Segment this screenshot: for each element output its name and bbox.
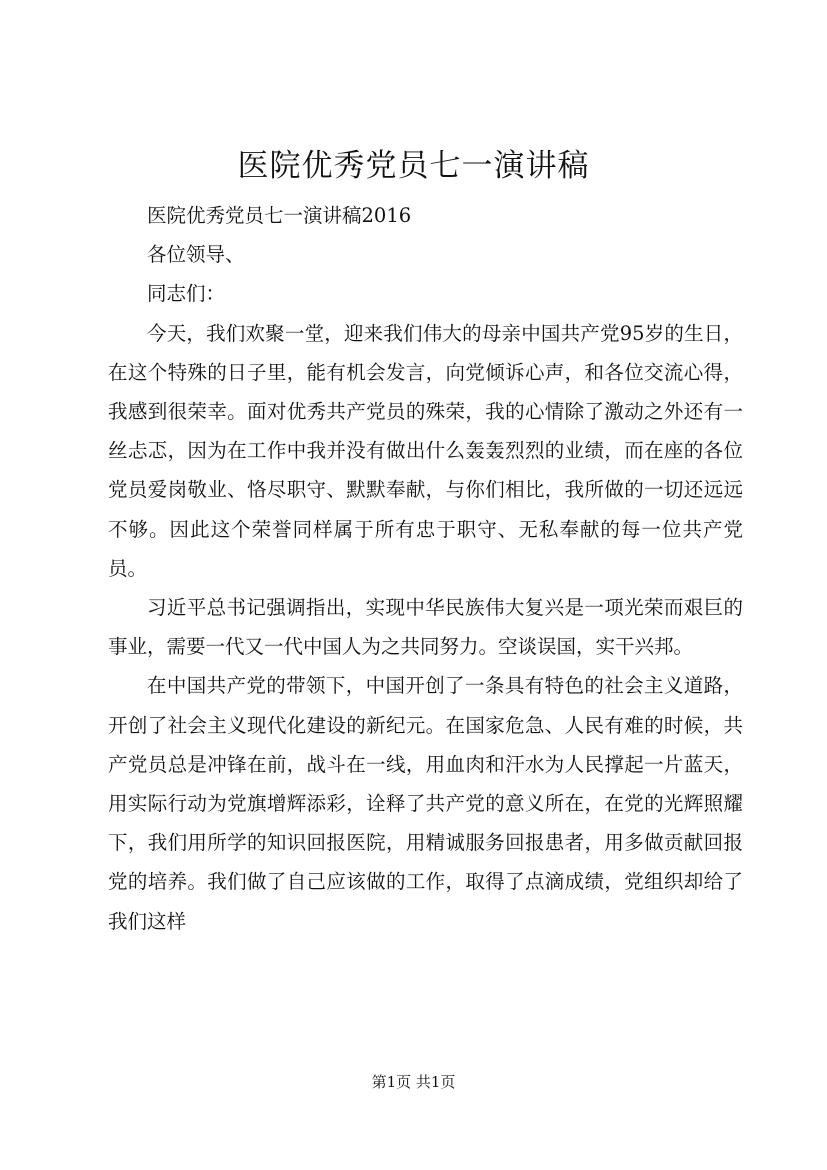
salutation-leaders: 各位领导、: [147, 243, 245, 267]
salutation-comrades: 同志们：: [147, 282, 226, 306]
body-paragraph: 今天，我们欢聚一堂，迎来我们伟大的母亲中国共产党95岁的生日，在这个特殊的日子里，能有机会发言，向党倾诉心声，和各位交流心得，我感到很荣幸。面对优秀共产党员的殊荣，我的心情除了激动之外还有一丝忐忑，因为在工作中我并没有做出什么轰轰烈烈的业绩，而在座的各位党员爱岗敬业、恪尽职守、默默奉献，与你们相比，我所做的一切还远远不够。因此这个荣誉同样属于所有忠于职守、无私奉献的每一位共产党员。: [108, 321, 743, 580]
document-title: 医院优秀党员七一演讲稿: [237, 148, 590, 184]
subtitle-paragraph: 医院优秀党员七一演讲稿2016: [147, 204, 412, 227]
document-body: [108, 196, 743, 941]
body-paragraph: 在中国共产党的带领下，中国开创了一条具有特色的社会主义道路，开创了社会主义现代化建设的新纪元。在国家危急、人民有难的时候，共产党员总是冲锋在前，战斗在一线，用血肉和汗水为人民撑起一片蓝天，用实际行动为党旗增辉添彩，诠释了共产党的意义所在，在党的光辉照耀下，我们用所学的知识回报医院，用精诚服务回报患者，用多做贡献回报党的培养。我们做了自己应该做的工作，取得了点滴成绩，党组织却给了我们这样: [108, 674, 743, 933]
page-footer: 第1页 共1页: [371, 1073, 456, 1091]
body-paragraph: 习近平总书记强调指出，实现中华民族伟大复兴是一项光荣而艰巨的事业，需要一代又一代中国人为之共同努力。空谈误国，实干兴邦。: [108, 596, 743, 659]
